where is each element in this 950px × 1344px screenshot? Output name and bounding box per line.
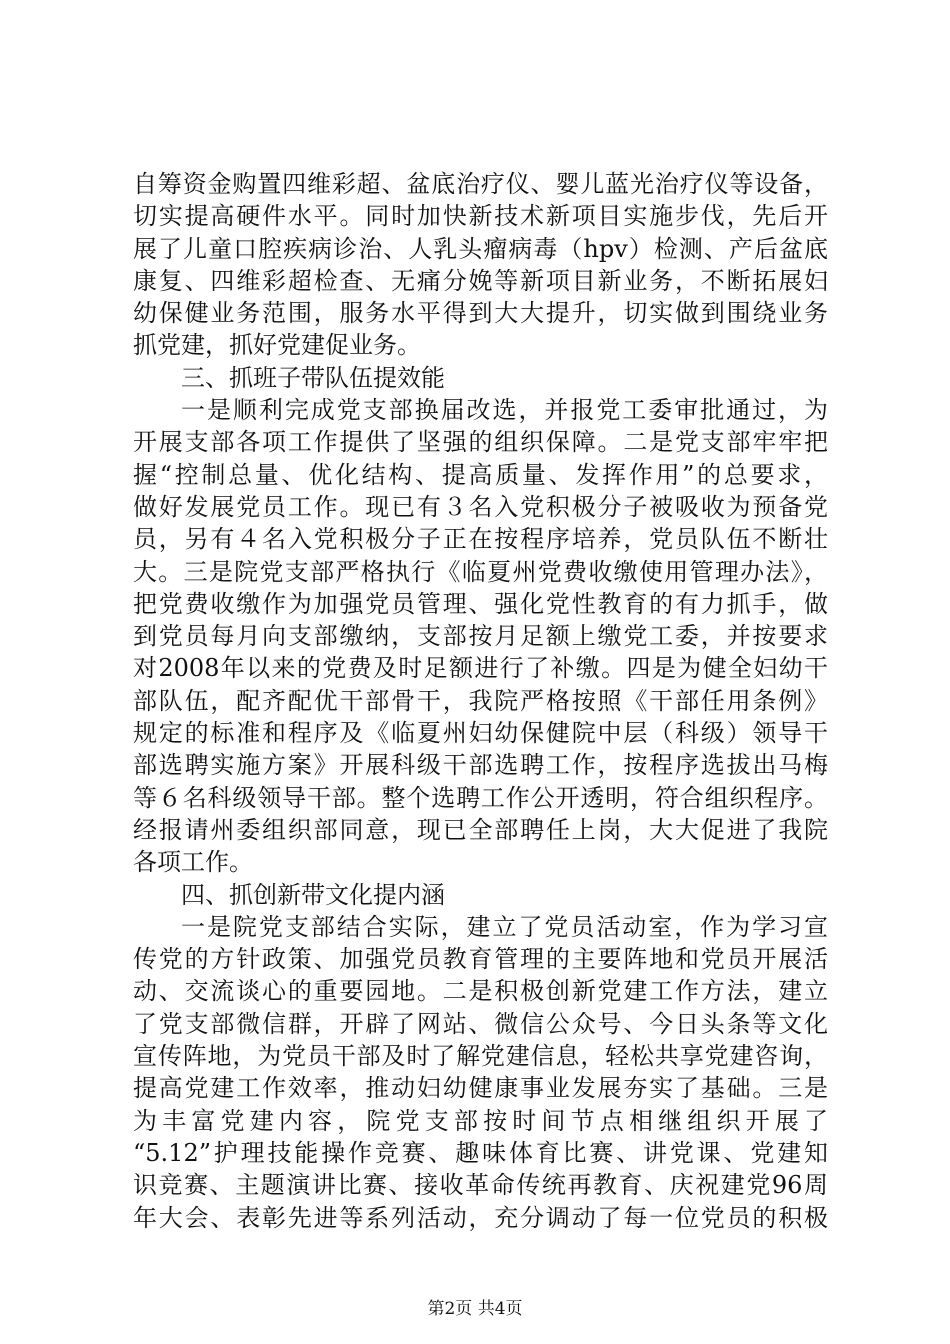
body-text-line: 动、交流谈心的重要园地。二是积极创新党建工作方法，建立: [133, 977, 828, 1006]
body-text-line: 宣传阵地，为党员干部及时了解党建信息，轻松共享党建咨询，: [133, 1042, 828, 1071]
body-text-line: 各项工作。: [133, 848, 253, 877]
body-text-line: 识竞赛、主题演讲比赛、接收革命传统再教育、庆祝建党96周: [133, 1171, 828, 1200]
body-text-line: 为丰富党建内容，院党支部按时间节点相继组织开展了: [133, 1106, 828, 1135]
body-text-line: 做好发展党员工作。现已有３名入党积极分子被吸收为预备党: [133, 492, 828, 521]
body-text-line: 幼保健业务范围，服务水平得到大大提升，切实做到围绕业务: [133, 299, 828, 328]
body-text-line: 提高党建工作效率，推动妇幼健康事业发展夯实了基础。三是: [133, 1074, 828, 1103]
body-text-line: 等６名科级领导干部。整个选聘工作公开透明，符合组织程序。: [133, 783, 828, 812]
body-text-line: 一是院党支部结合实际，建立了党员活动室，作为学习宣: [181, 912, 828, 941]
body-text-line: 传党的方针政策、加强党员教育管理的主要阵地和党员开展活: [133, 945, 828, 974]
document-body: [133, 168, 828, 1234]
body-text-line: 开展支部各项工作提供了坚强的组织保障。二是党支部牢牢把: [133, 428, 828, 457]
body-text-line: 自筹资金购置四维彩超、盆底治疗仪、婴儿蓝光治疗仪等设备，: [133, 170, 828, 198]
body-text-line: “5.12”护理技能操作竞赛、趣味体育比赛、讲党课、党建知: [133, 1138, 828, 1167]
body-text-line: 康复、四维彩超检查、无痛分娩等新项目新业务，不断拓展妇: [133, 266, 828, 295]
body-text-line: 握“控制总量、优化结构、提高质量、发挥作用”的总要求，: [133, 460, 828, 489]
page-footer: [0, 1294, 950, 1319]
body-text-line: 规定的标准和程序及《临夏州妇幼保健院中层（科级）领导干: [133, 719, 828, 748]
body-text-line: 员，另有４名入党积极分子正在按程序培养，党员队伍不断壮: [133, 525, 828, 554]
body-text-line: 切实提高硬件水平。同时加快新技术新项目实施步伐，先后开: [133, 202, 828, 231]
body-text-line: 部队伍，配齐配优干部骨干，我院严格按照《干部任用条例》: [133, 686, 828, 715]
body-text-line: 抓党建，抓好党建促业务。: [133, 331, 421, 360]
body-text-line: 展了儿童口腔疾病诊治、人乳头瘤病毒（hpv）检测、产后盆底: [133, 234, 828, 263]
body-text-line: 大。三是院党支部严格执行《临夏州党费收缴使用管理办法》，: [133, 557, 828, 586]
body-text-line: 了党支部微信群，开辟了网站、微信公众号、今日头条等文化: [133, 1009, 828, 1038]
body-text-line: 部选聘实施方案》开展科级干部选聘工作，按程序选拔出马梅: [133, 751, 828, 780]
section-heading: 三、抓班子带队伍提效能: [181, 363, 445, 392]
page-number-label: 第2页 共4页: [427, 1299, 523, 1319]
body-text-line: 经报请州委组织部同意，现已全部聘任上岗，大大促进了我院: [133, 815, 828, 844]
body-text-line: 对2008年以来的党费及时足额进行了补缴。四是为健全妇幼干: [133, 654, 828, 683]
body-text-line: 到党员每月向支部缴纳，支部按月足额上缴党工委，并按要求: [133, 622, 828, 651]
section-heading: 四、抓创新带文化提内涵: [181, 880, 445, 909]
body-text-line: 一是顺利完成党支部换届改选，并报党工委审批通过，为: [181, 396, 828, 425]
body-text-line: 年大会、表彰先进等系列活动，充分调动了每一位党员的积极: [133, 1203, 828, 1232]
body-text-line: 把党费收缴作为加强党员管理、强化党性教育的有力抓手，做: [133, 589, 828, 618]
